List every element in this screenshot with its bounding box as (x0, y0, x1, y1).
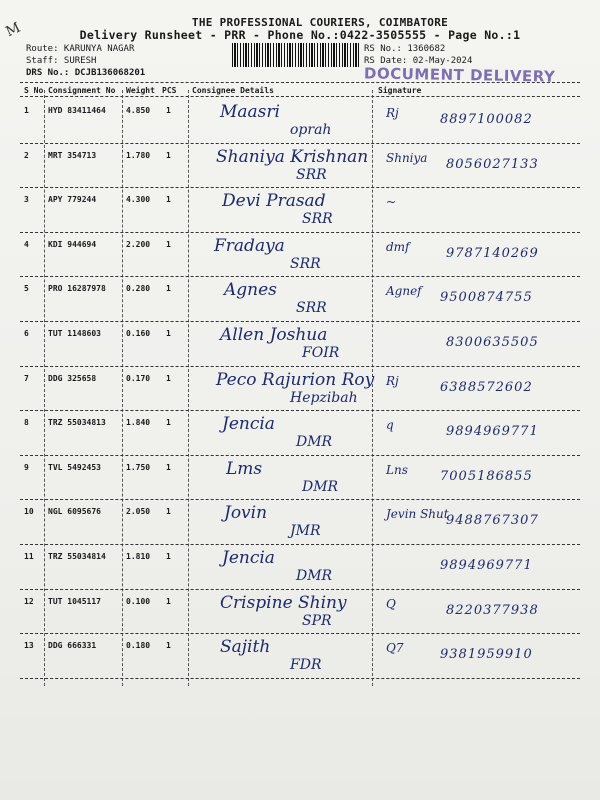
consignee-branch: SRR (302, 211, 333, 228)
weight-value: 0.100 (126, 596, 151, 606)
consignee-branch: SRR (296, 300, 327, 317)
weight-value: 1.750 (126, 462, 151, 472)
consignee-branch: Hepzibah (290, 389, 358, 406)
recipient-signature: Q7 (386, 641, 404, 656)
row-divider (20, 678, 580, 679)
staff-label: Staff: SURESH (26, 56, 97, 66)
recipient-signature: Rj (386, 373, 399, 388)
consignment-number: APY 779244 (48, 195, 97, 205)
recipient-phone: 6388572602 (440, 379, 533, 395)
consignee-branch: SRR (290, 255, 321, 272)
consignment-number: TUT 1148603 (48, 329, 101, 338)
row-divider (20, 589, 580, 590)
consignment-number: DDG 666331 (48, 641, 97, 651)
weight-value: 1.840 (126, 418, 151, 428)
recipient-signature: Jevin Shut (386, 507, 449, 522)
barcode (232, 43, 360, 67)
consignee-branch: FOIR (302, 345, 340, 361)
rs-number: RS No.: 1360682 (364, 44, 446, 54)
serial-number: 12 (24, 596, 34, 606)
consignee-branch: JMR (290, 523, 321, 540)
recipient-signature: ~ (386, 195, 397, 210)
col-header-signature: Signature (378, 86, 422, 95)
serial-number: 4 (24, 239, 29, 249)
pieces-count: 1 (166, 106, 171, 115)
consignee-branch: SPR (302, 612, 332, 629)
weight-value: 1.810 (126, 552, 151, 561)
header-rule-top (20, 82, 580, 83)
pieces-count: 1 (166, 552, 171, 561)
consignee-name: Allen Joshua (220, 325, 328, 345)
col-header-weight: Weight (126, 86, 155, 95)
runsheet-title: Delivery Runsheet - PRR - Phone No.:0422-3505555 - Page No.:1 (79, 28, 521, 42)
weight-value: 0.180 (126, 641, 151, 651)
consignee-branch: DMR (302, 478, 339, 495)
weight-value: 2.200 (126, 239, 151, 249)
consignment-number: KDI 944694 (48, 239, 97, 249)
recipient-signature: dmf (386, 239, 410, 254)
consignment-number: TRZ 55034814 (48, 552, 106, 561)
consignee-branch: DMR (296, 434, 333, 451)
weight-value: 0.280 (126, 284, 151, 294)
table-row (0, 145, 600, 189)
table-row (0, 189, 600, 233)
consignment-number: NGL 6095676 (48, 507, 101, 517)
consignee-name: Fradaya (214, 235, 285, 256)
consignment-number: TRZ 55034813 (48, 418, 106, 428)
col-header-consignee: Consignee Details (192, 86, 274, 95)
row-divider (20, 366, 580, 367)
pieces-count: 1 (166, 641, 171, 651)
weight-value: 0.170 (126, 373, 151, 383)
row-divider (20, 232, 580, 233)
weight-value: 4.850 (126, 106, 151, 115)
consignee-name: Peco Rajurion Roy (216, 369, 375, 390)
table-row (0, 591, 600, 635)
serial-number: 10 (24, 507, 34, 517)
document-delivery-stamp: DOCUMENT DELIVERY (363, 64, 556, 86)
consignee-branch: oprah (290, 122, 332, 138)
pieces-count: 1 (166, 373, 171, 383)
row-divider (20, 410, 580, 411)
pieces-count: 1 (166, 195, 171, 205)
weight-value: 0.160 (126, 329, 151, 338)
table-row (0, 100, 600, 144)
table-row (0, 635, 600, 679)
recipient-signature: Lns (386, 462, 408, 477)
consignment-number: MRT 354713 (48, 150, 97, 160)
weight-value: 4.300 (126, 195, 151, 205)
recipient-phone: 8897100082 (440, 112, 533, 127)
route-label: Route: KARUNYA NAGAR (26, 44, 135, 54)
weight-value: 2.050 (126, 507, 151, 517)
col-header-sno: S No (24, 86, 44, 95)
table-row (0, 278, 600, 322)
recipient-phone: 9894969771 (440, 558, 533, 573)
recipient-phone: 7005186855 (440, 468, 533, 484)
recipient-signature: q (386, 418, 394, 433)
recipient-phone: 9500874755 (440, 290, 533, 306)
serial-number: 1 (24, 106, 29, 115)
recipient-phone: 9488767307 (446, 513, 539, 529)
recipient-signature: Q (386, 596, 396, 611)
serial-number: 7 (24, 373, 29, 383)
row-divider (20, 321, 580, 322)
recipient-phone: 9787140269 (446, 245, 539, 261)
table-row (0, 234, 600, 278)
consignee-name: Jencia (222, 414, 275, 435)
recipient-signature: Rj (386, 106, 399, 120)
consignee-name: Shaniya Krishnan (216, 146, 369, 167)
col-header-consignment: Consignment No (48, 86, 116, 95)
consignee-branch: SRR (296, 166, 327, 183)
consignee-name: Maasri (220, 102, 280, 122)
consignment-number: DDG 325658 (48, 373, 97, 383)
serial-number: 6 (24, 329, 29, 338)
col-header-pcs: PCS (162, 86, 177, 95)
pieces-count: 1 (166, 284, 171, 294)
pieces-count: 1 (166, 418, 171, 428)
consignment-number: TUT 1045117 (48, 596, 101, 606)
pieces-count: 1 (166, 329, 171, 338)
consignment-number: HYD 83411464 (48, 106, 106, 115)
pieces-count: 1 (166, 507, 171, 517)
corner-scribble: M (3, 19, 24, 41)
row-divider (20, 187, 580, 188)
table-row (0, 457, 600, 501)
header-rule-bottom (20, 96, 580, 97)
rs-date: RS Date: 02-May-2024 (364, 56, 473, 66)
drs-number: DRS No.: DCJB136068201 (26, 68, 146, 78)
consignee-name: Jovin (224, 503, 268, 524)
consignee-branch: FDR (290, 657, 322, 674)
pieces-count: 1 (166, 239, 171, 249)
serial-number: 13 (24, 641, 34, 651)
row-divider (20, 276, 580, 277)
serial-number: 8 (24, 418, 29, 428)
pieces-count: 1 (166, 150, 171, 160)
recipient-signature: Shniya (386, 150, 428, 165)
table-row (0, 501, 600, 545)
serial-number: 2 (24, 150, 29, 160)
table-row (0, 412, 600, 456)
pieces-count: 1 (166, 462, 171, 472)
consignee-name: Sajith (220, 637, 271, 658)
consignee-name: Devi Prasad (222, 191, 326, 212)
row-divider (20, 143, 580, 144)
row-divider (20, 633, 580, 634)
recipient-signature: Agnef (386, 284, 422, 299)
consignee-name: Agnes (224, 280, 277, 301)
consignee-name: Jencia (222, 548, 275, 568)
row-divider (20, 499, 580, 500)
table-row (0, 368, 600, 412)
serial-number: 9 (24, 462, 29, 472)
serial-number: 11 (24, 552, 34, 561)
consignee-branch: DMR (296, 568, 333, 584)
recipient-phone: 8220377938 (446, 602, 539, 618)
serial-number: 3 (24, 195, 29, 205)
recipient-phone: 9381959910 (440, 647, 533, 663)
consignment-number: TVL 5492453 (48, 462, 101, 472)
serial-number: 5 (24, 284, 29, 294)
table-row (0, 546, 600, 590)
recipient-phone: 8056027133 (446, 156, 539, 172)
consignment-number: PRO 16287978 (48, 284, 106, 294)
row-divider (20, 455, 580, 456)
recipient-phone: 9894969771 (446, 424, 539, 440)
recipient-phone: 8300635505 (446, 335, 539, 350)
consignee-name: Crispine Shiny (220, 592, 347, 613)
consignee-name: Lms (226, 458, 263, 479)
table-row (0, 323, 600, 367)
company-name: THE PROFESSIONAL COURIERS, COIMBATORE (191, 16, 449, 29)
weight-value: 1.780 (126, 150, 151, 160)
row-divider (20, 544, 580, 545)
pieces-count: 1 (166, 596, 171, 606)
